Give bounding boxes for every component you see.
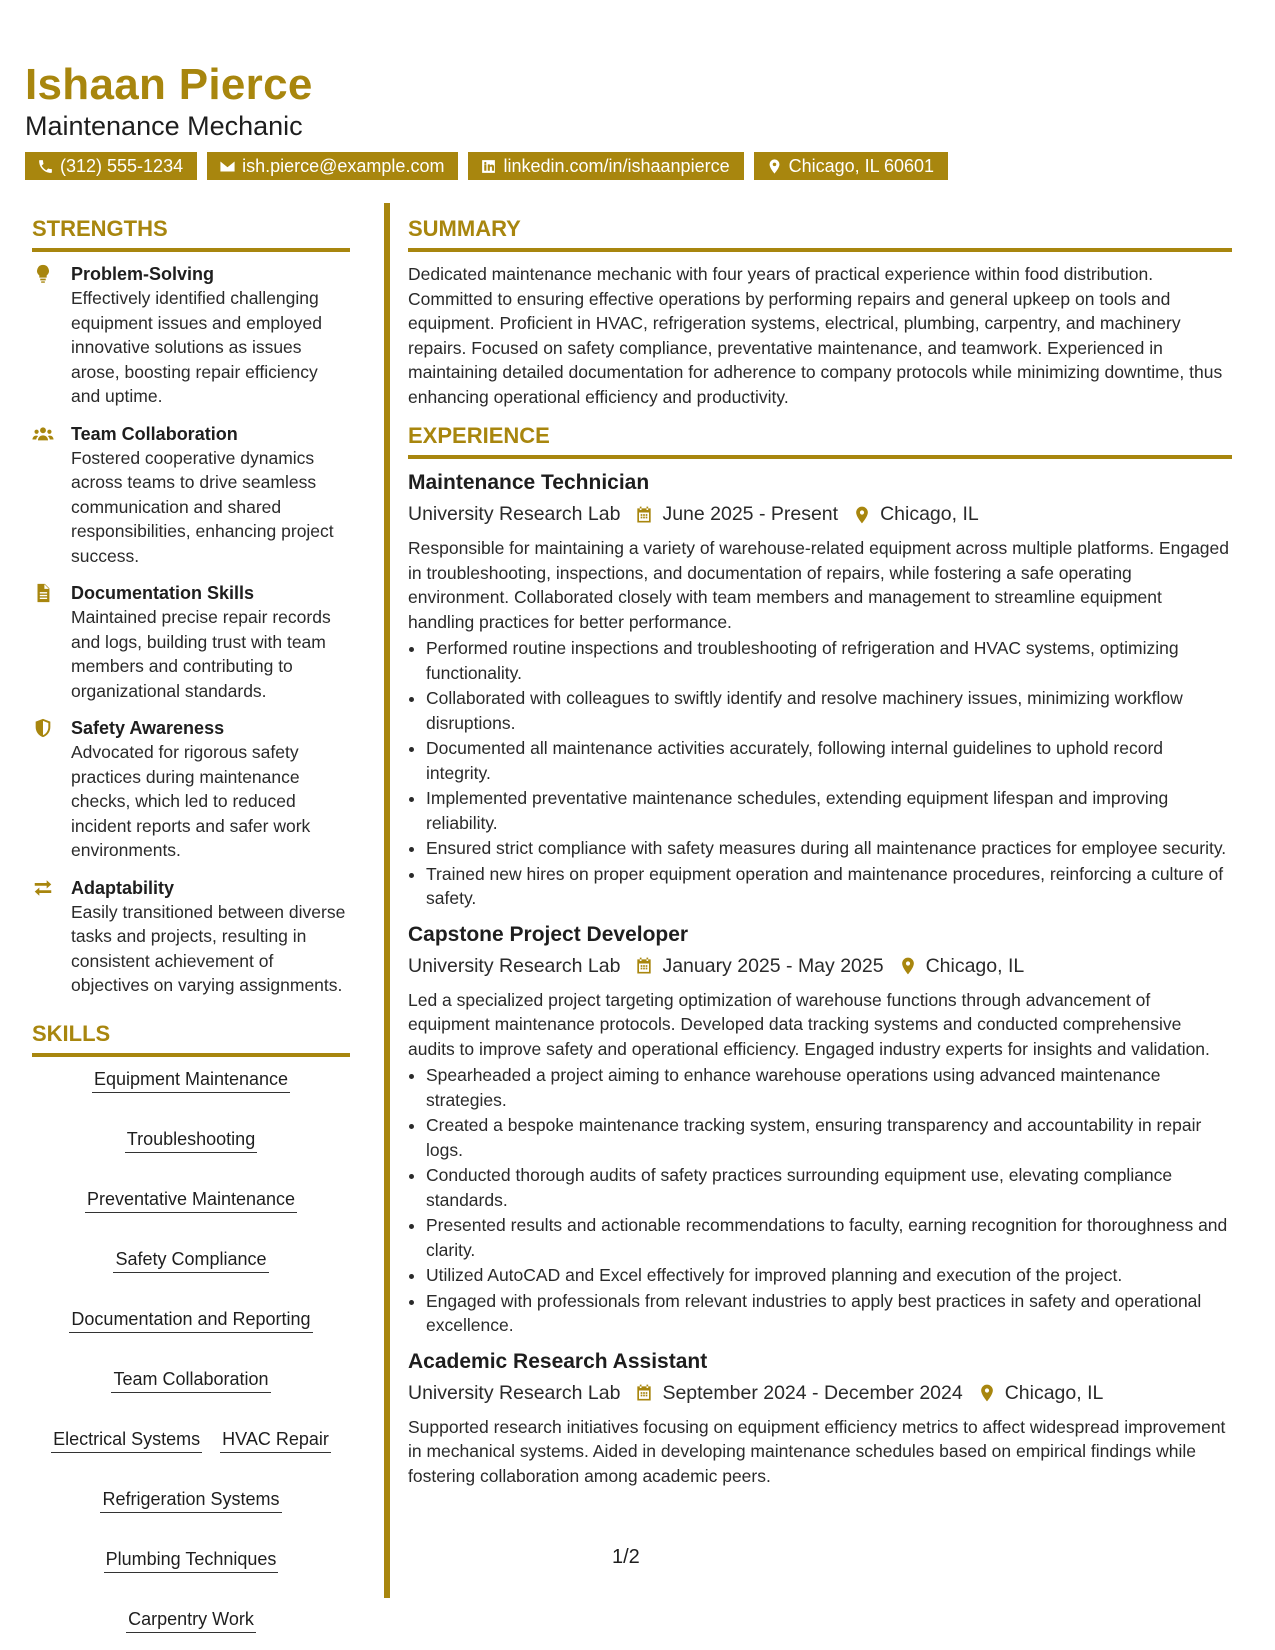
contact-phone[interactable] xyxy=(25,152,197,180)
map-pin-icon xyxy=(852,505,872,525)
map-pin-icon xyxy=(898,956,918,976)
summary-heading: SUMMARY xyxy=(408,200,1232,252)
strength-text: Fostered cooperative dynamics across teams to drive seamless communication and shared responsibilities, enhancing project success. xyxy=(71,447,334,566)
skill-tag: Safety Compliance xyxy=(113,1249,268,1273)
lightbulb-icon xyxy=(32,263,54,285)
calendar-icon xyxy=(634,505,654,525)
skills-heading: SKILLS xyxy=(32,1011,350,1057)
shield-icon xyxy=(32,717,54,739)
job-title: Capstone Project Developer xyxy=(408,922,689,946)
job-bullet: • Engaged with professionals from relevant industries to apply best practices in safety and operational excellence. xyxy=(426,1289,1232,1338)
job-bullet: • Collaborated with colleagues to swiftly identify and resolve machinery issues, minimizing workflow disruptions. xyxy=(426,686,1232,735)
skill-tag: Team Collaboration xyxy=(111,1369,270,1393)
job-org: University Research Lab xyxy=(408,954,621,977)
phone-icon xyxy=(37,158,54,175)
job-meta xyxy=(408,1382,1232,1405)
job-bullets xyxy=(408,636,1232,911)
contact-location[interactable] xyxy=(754,152,948,180)
users-icon xyxy=(32,423,54,445)
calendar-icon xyxy=(634,1383,654,1403)
job-bullet: • Conducted thorough audits of safety practices surrounding equipment use, elevating compliance standards. xyxy=(426,1163,1232,1212)
job-entry xyxy=(408,923,1232,1338)
job-meta xyxy=(408,503,1232,526)
skill-tag: Electrical Systems xyxy=(51,1429,202,1453)
strength-item xyxy=(32,876,350,998)
contact-location-text: Chicago, IL 60601 xyxy=(788,155,935,176)
skills-list xyxy=(32,1069,350,1633)
linkedin-icon xyxy=(480,158,497,175)
job-location: Chicago, IL xyxy=(880,503,979,525)
left-column xyxy=(32,200,350,1633)
contact-phone-text: (312) 555-1234 xyxy=(60,155,184,176)
strength-item xyxy=(32,716,350,863)
skill-tag: HVAC Repair xyxy=(220,1429,331,1453)
job-location: Chicago, IL xyxy=(1004,1381,1104,1404)
candidate-name: Ishaan Pierce xyxy=(25,60,313,109)
strength-title: Documentation Skills xyxy=(71,583,255,603)
job-bullet: • Created a bespoke maintenance tracking system, ensuring transparency and accountability in repair logs. xyxy=(426,1113,1232,1162)
job-bullet: • Trained new hires on proper equipment operation and maintenance procedures, reinforcing a culture of safety. xyxy=(426,862,1232,911)
contact-email[interactable] xyxy=(207,152,458,180)
contact-linkedin[interactable] xyxy=(468,152,743,180)
job-entry xyxy=(408,1350,1232,1489)
strength-item xyxy=(32,262,350,409)
skill-tag: Carpentry Work xyxy=(126,1609,256,1633)
skill-tag: Preventative Maintenance xyxy=(85,1189,297,1213)
job-title: Academic Research Assistant xyxy=(408,1349,708,1373)
experience-heading: EXPERIENCE xyxy=(408,409,1232,459)
calendar-icon xyxy=(634,956,654,976)
strength-title: Adaptability xyxy=(71,877,175,898)
strengths-list xyxy=(32,262,350,998)
job-bullet: • Ensured strict compliance with safety measures during all maintenance practices for employee security. xyxy=(426,836,1232,861)
job-org: University Research Lab xyxy=(408,503,621,525)
skill-tag: Troubleshooting xyxy=(125,1129,257,1153)
skill-tag: Equipment Maintenance xyxy=(92,1069,290,1093)
skill-tag: Refrigeration Systems xyxy=(100,1489,281,1513)
right-column xyxy=(408,200,1232,1488)
strength-title: Team Collaboration xyxy=(71,423,238,444)
strength-text: Easily transitioned between diverse tasks and projects, resulting in consistent achievement of objectives on varying assignments. xyxy=(71,901,346,995)
skill-tag: Plumbing Techniques xyxy=(104,1549,279,1573)
job-dates: June 2025 - Present xyxy=(662,503,839,525)
skill-tag: Documentation and Reporting xyxy=(69,1309,312,1333)
job-description: Led a specialized project targeting optimization of warehouse functions through advancement of equipment maintenance protocols. Developed data tracking systems and conducted comprehensive audits to improve safety and operational efficiency. Engaged industry experts for insights and validation. xyxy=(408,989,1210,1059)
job-location: Chicago, IL xyxy=(925,954,1025,977)
job-bullet: • Spearheaded a project aiming to enhance warehouse operations using advanced maintenance strategies. xyxy=(426,1063,1232,1112)
job-bullet: • Performed routine inspections and troubleshooting of refrigeration and HVAC systems, optimizing functionality. xyxy=(426,636,1232,685)
strength-title: Problem-Solving xyxy=(71,264,215,284)
job-description: Responsible for maintaining a variety of warehouse-related equipment across multiple platforms. Engaged in troubleshooting, inspections, and documentation of repairs, while fostering a safe operating environment. Collaborated closely with team members and management to streamline equipment handling practices for better performance. xyxy=(408,538,1229,632)
strength-text: Advocated for rigorous safety practices during maintenance checks, which led to reduced incident reports and safer work environments. xyxy=(71,742,311,860)
envelope-icon xyxy=(219,158,236,175)
job-entry xyxy=(408,471,1232,911)
strength-text: Maintained precise repair records and logs, building trust with team members and contributing to organizational standards. xyxy=(71,607,331,701)
contact-email-text: ish.pierce@example.com xyxy=(242,155,445,176)
strength-item xyxy=(32,422,350,569)
job-dates: January 2025 - May 2025 xyxy=(662,954,884,977)
strength-item xyxy=(32,581,350,703)
job-meta xyxy=(408,955,1232,978)
contact-linkedin-text: linkedin.com/in/ishaanpierce xyxy=(503,155,730,176)
exchange-arrows-icon xyxy=(32,877,54,899)
summary-text: Dedicated maintenance mechanic with four years of practical experience within food distribution. Committed to ensuring effective operations by performing repairs and general upkeep on tools and equipment. Proficient in HVAC, refrigeration systems, electrical, plumbing, carpentry, and machinery repairs. Focused on safety compliance, preventative maintenance, and teamwork. Experienced in maintaining detailed documentation for adherence to company protocols while minimizing downtime, thus enhancing operational efficiency and productivity. xyxy=(408,264,1223,407)
contact-bar xyxy=(25,152,948,180)
strengths-heading: STRENGTHS xyxy=(32,200,350,252)
job-bullet: • Utilized AutoCAD and Excel effectively for improved planning and execution of the project. xyxy=(426,1263,1232,1288)
job-bullet: • Implemented preventative maintenance schedules, extending equipment lifespan and improving reliability. xyxy=(426,786,1232,835)
job-bullets xyxy=(408,1063,1232,1338)
job-org: University Research Lab xyxy=(408,1381,621,1404)
job-title: Maintenance Technician xyxy=(408,471,650,494)
job-dates: September 2024 - December 2024 xyxy=(662,1381,963,1404)
strength-text: Effectively identified challenging equipment issues and employed innovative solutions as issues arose, boosting repair efficiency and uptime. xyxy=(71,288,322,406)
job-bullet: • Documented all maintenance activities accurately, following internal guidelines to uphold record integrity. xyxy=(426,736,1232,785)
document-icon xyxy=(32,582,54,604)
candidate-title: Maintenance Mechanic xyxy=(25,111,303,141)
map-pin-icon xyxy=(977,1383,997,1403)
strength-title: Safety Awareness xyxy=(71,718,225,738)
job-description: Supported research initiatives focusing on equipment efficiency metrics to affect widespread improvement in mechanical systems. Aided in developing maintenance schedules based on empirical findings while fostering collaboration among academic peers. xyxy=(408,1416,1226,1486)
map-pin-icon xyxy=(766,158,783,175)
page-number: 1/2 xyxy=(612,1546,640,1568)
job-bullet: • Presented results and actionable recommendations to faculty, earning recognition for thoroughness and clarity. xyxy=(426,1213,1232,1262)
column-divider xyxy=(384,203,390,1598)
